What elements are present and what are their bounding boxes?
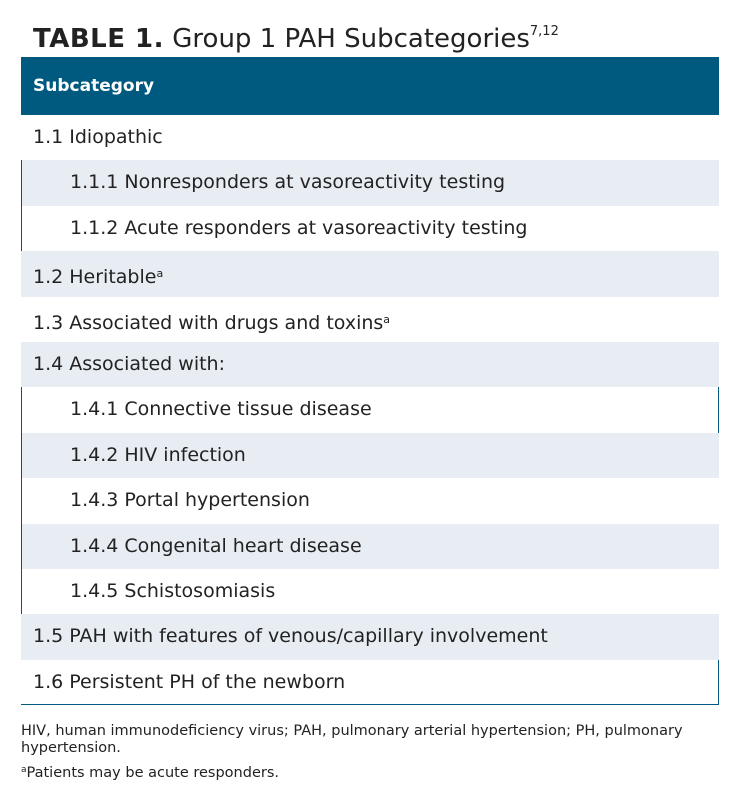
row-text: 1.4.3 Portal hypertension — [70, 489, 310, 512]
row-text: 1.4.5 Schistosomiasis — [70, 579, 276, 602]
footnote-text: Patients may be acute responders. — [26, 765, 279, 781]
row-text: 1.1.2 Acute responders at vasoreactivity testing — [70, 216, 528, 239]
table-title-text: Group 1 PAH Subcategories — [172, 24, 530, 54]
table-footnotes — [21, 723, 721, 782]
table-row — [21, 206, 719, 251]
table-title — [33, 14, 559, 57]
table-row — [21, 433, 719, 478]
row-text: 1.5 PAH with features of venous/capillary involvement — [33, 625, 548, 648]
table-row — [21, 342, 719, 387]
row-text: 1.4.4 Congenital heart disease — [70, 534, 362, 557]
row-text: 1.4.1 Connective tissue disease — [70, 398, 372, 421]
table-label: TABLE 1. — [33, 24, 165, 54]
abbreviations-note: HIV, human immunodeficiency virus; PAH, pulmonary arterial hypertension; PH, pulmonary hypertension. — [21, 723, 683, 756]
row-text: 1.6 Persistent PH of the newborn — [33, 670, 346, 693]
row-text: 1.1.1 Nonresponders at vasoreactivity testing — [70, 171, 506, 194]
row-text: 1.3 Associated with drugs and toxins — [33, 311, 384, 334]
table-row — [21, 524, 719, 569]
row-text: 1.1 Idiopathic — [33, 126, 163, 148]
table-row — [21, 660, 719, 705]
footnote-marker: a — [21, 765, 27, 775]
table-header-subcategory: Subcategory — [21, 57, 719, 115]
footnote-a — [21, 762, 721, 782]
table-row — [21, 478, 719, 523]
title-references: 7,12 — [529, 24, 559, 39]
footnote-marker: a — [383, 312, 391, 326]
table-row — [21, 160, 719, 205]
table-row — [21, 614, 719, 659]
table-row — [21, 387, 719, 432]
row-text: 1.4 Associated with: — [33, 352, 225, 375]
table-row — [21, 297, 719, 342]
table-row — [21, 115, 719, 160]
table-row — [21, 569, 719, 614]
row-text: 1.2 Heritable — [33, 266, 157, 289]
subcategory-table — [21, 57, 719, 705]
footnote-marker: a — [156, 267, 164, 281]
table-row — [21, 251, 719, 296]
row-text: 1.4.2 HIV infection — [70, 443, 246, 466]
